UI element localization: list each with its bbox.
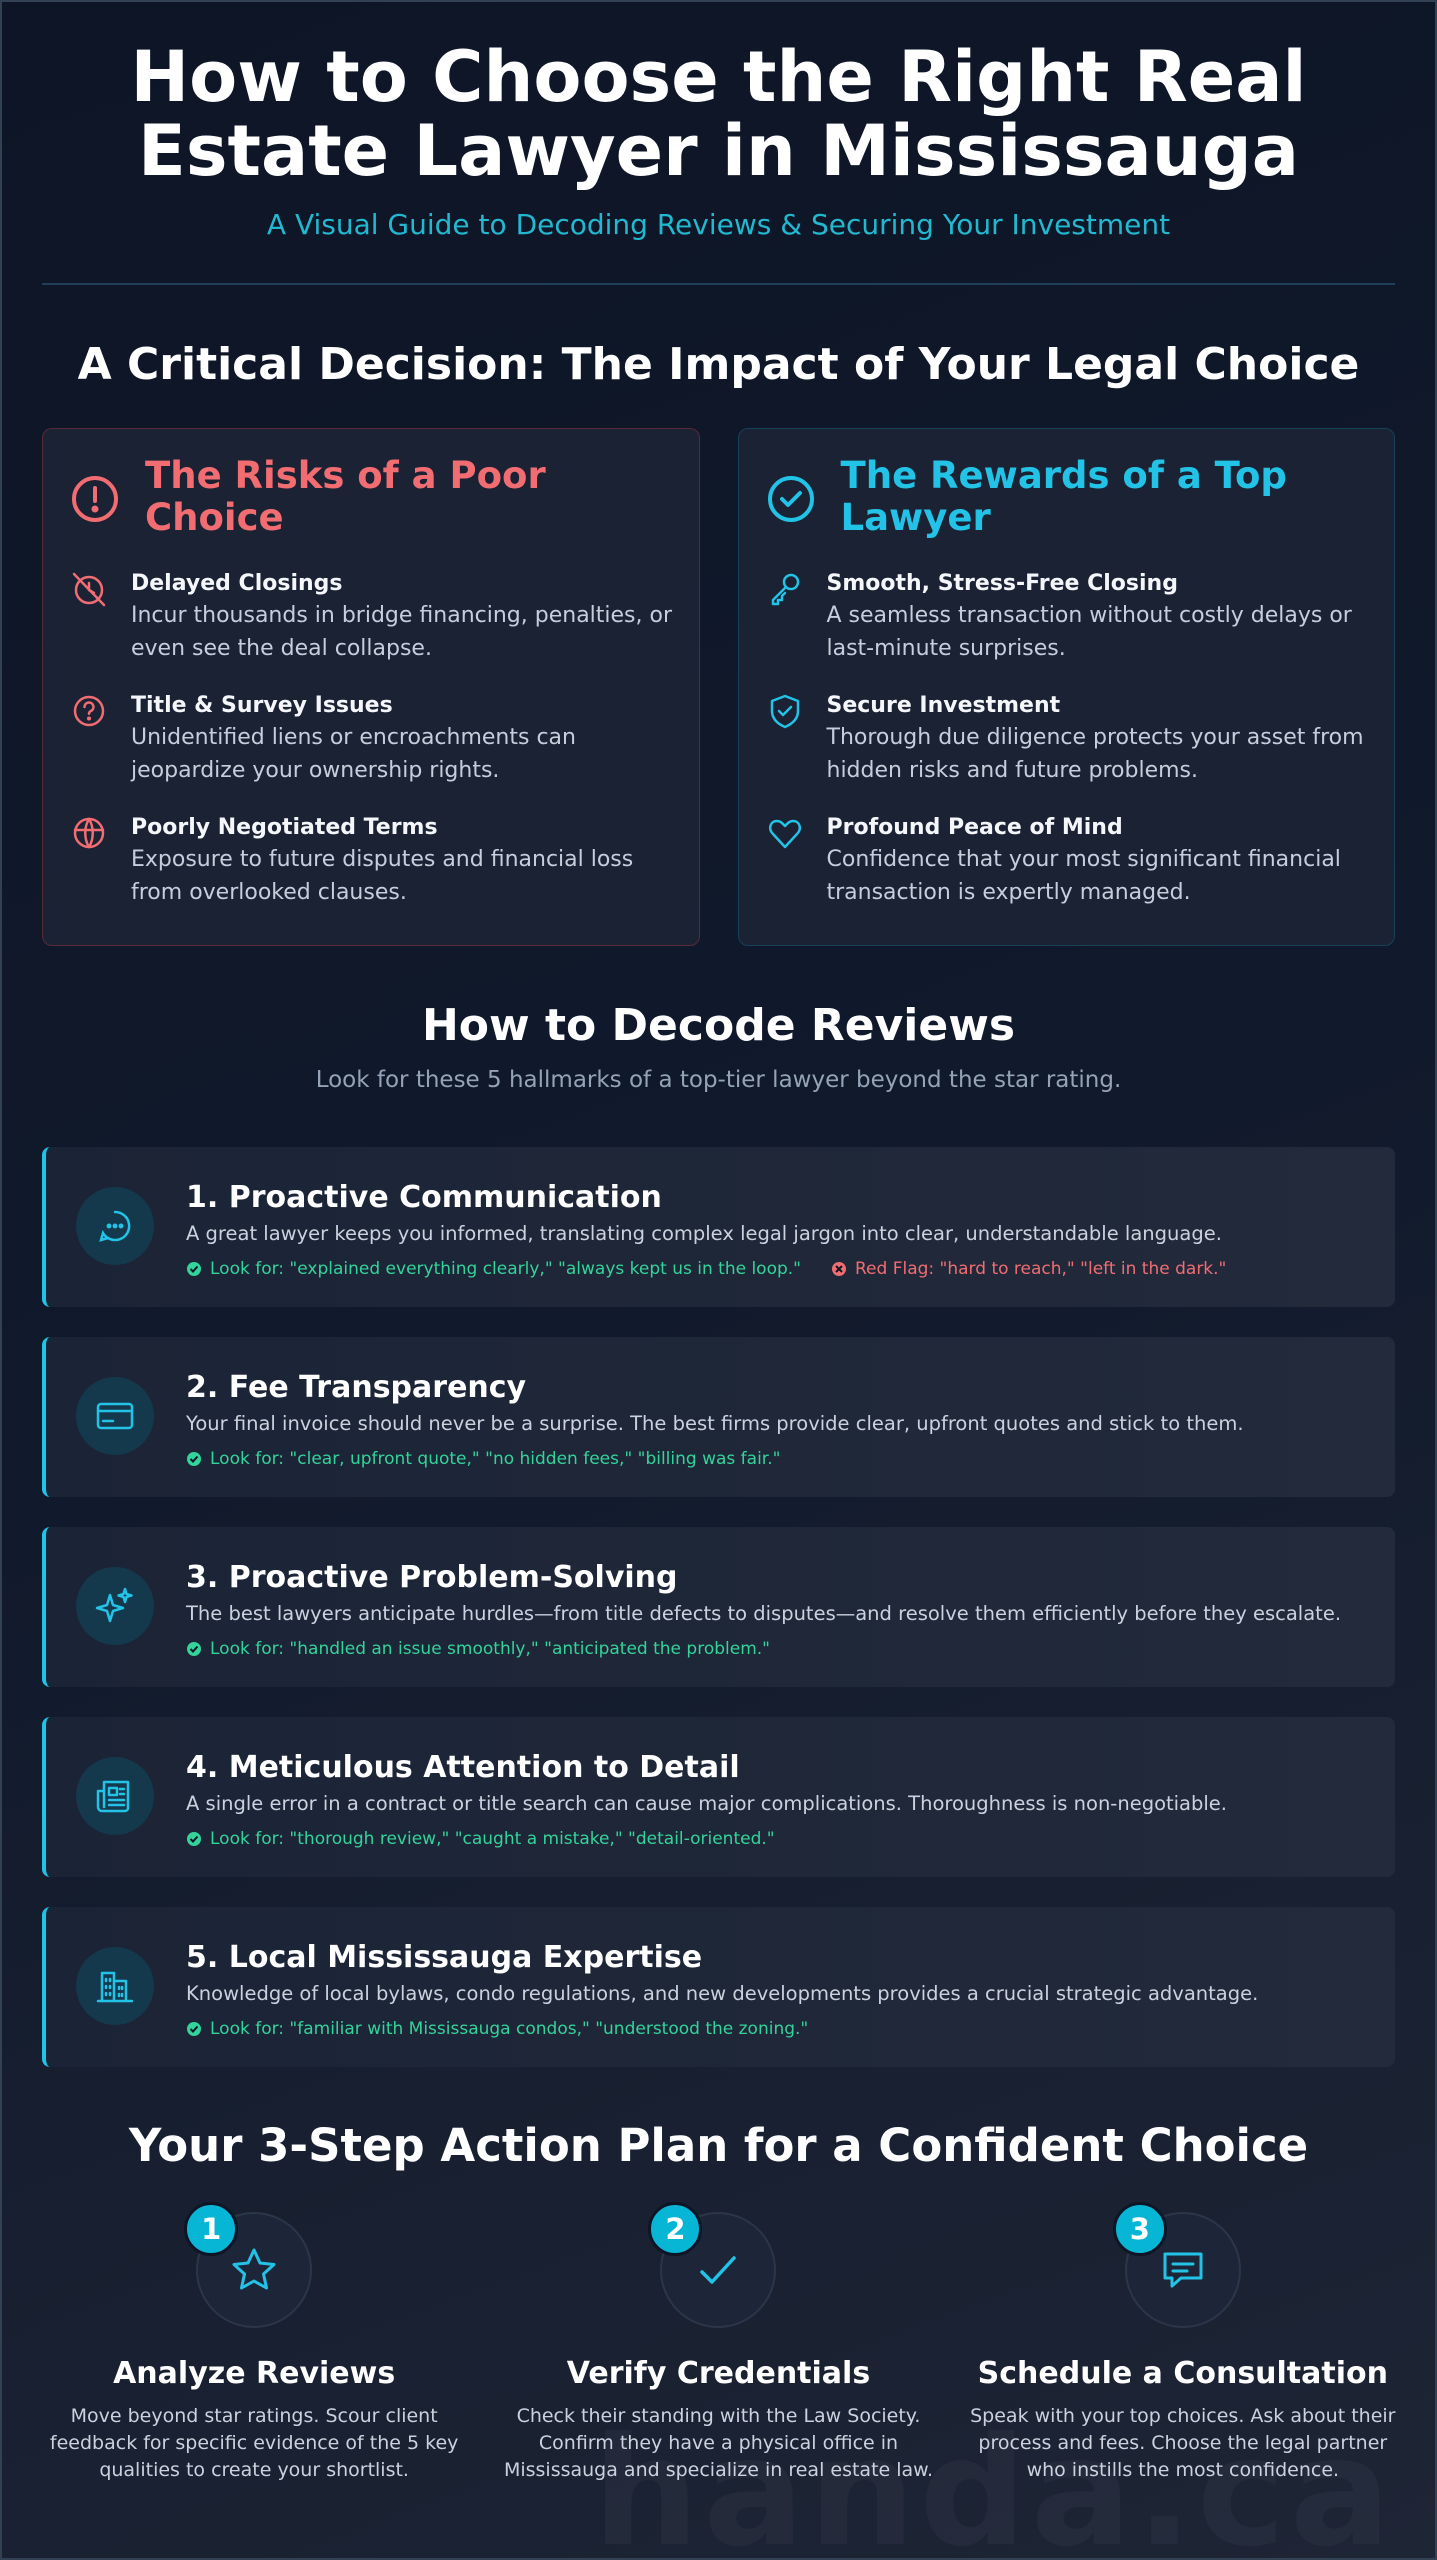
impact-comparison xyxy=(42,428,1395,946)
look-for-tag xyxy=(186,1829,775,1849)
hallmark-desc: Your final invoice should never be a surprise. The best firms provide clear, upfront quotes and stick to them. xyxy=(186,1412,1244,1435)
reward-item-desc: A seamless transaction without costly delays or last-minute surprises. xyxy=(826,603,1352,661)
hallmark-title: 4. Meticulous Attention to Detail xyxy=(186,1750,740,1785)
hallmark-desc: Knowledge of local bylaws, condo regulations, and new developments provides a crucial strategic advantage. xyxy=(186,1982,1259,2005)
action-step xyxy=(22,2212,486,2484)
hallmark-card xyxy=(42,1527,1395,1687)
step-number-badge: 2 xyxy=(648,2202,702,2256)
message-icon xyxy=(1157,2244,1209,2296)
risk-item-title: Title & Survey Issues xyxy=(131,693,393,718)
look-for-text: Look for: "explained everything clearly," "always kept us in the loop." xyxy=(210,1259,801,1279)
hallmark-title: 2. Fee Transparency xyxy=(186,1370,527,1405)
hallmark-icon-circle xyxy=(76,1187,154,1265)
decode-section-title: How to Decode Reviews xyxy=(421,1000,1016,1051)
alert-circle-icon xyxy=(69,473,121,525)
look-for-tag xyxy=(186,1259,801,1279)
header-divider xyxy=(42,283,1395,285)
risks-card xyxy=(42,428,700,946)
look-for-text: Look for: "handled an issue smoothly," "anticipated the problem." xyxy=(210,1639,770,1659)
star-icon xyxy=(228,2244,280,2296)
shield-check-icon xyxy=(765,691,805,731)
check-badge-icon xyxy=(186,2021,202,2037)
action-plan-title: Your 3-Step Action Plan for a Confident Choice xyxy=(128,2119,1309,2172)
hallmark-title: 1. Proactive Communication xyxy=(186,1180,662,1215)
risk-item xyxy=(69,813,673,909)
hallmark-desc: The best lawyers anticipate hurdles—from title defects to disputes—and resolve them efficiently before they escalate. xyxy=(186,1602,1342,1625)
risk-item-desc: Incur thousands in bridge financing, penalties, or even see the deal collapse. xyxy=(131,603,673,661)
page-subtitle: A Visual Guide to Decoding Reviews & Securing Your Investment xyxy=(266,208,1171,241)
globe-icon xyxy=(69,813,109,853)
reward-item-desc: Confidence that your most significant financial transaction is expertly managed. xyxy=(826,847,1341,905)
hallmark-card xyxy=(42,1147,1395,1307)
hallmark-card xyxy=(42,1717,1395,1877)
title-line-1: How to Choose the Right Real xyxy=(130,36,1307,118)
hallmark-card xyxy=(42,1337,1395,1497)
hallmark-icon-circle xyxy=(76,1757,154,1835)
look-for-text: Look for: "thorough review," "caught a mistake," "detail-oriented." xyxy=(210,1829,775,1849)
check-badge-icon xyxy=(186,1261,202,1277)
sparkles-icon xyxy=(94,1585,136,1627)
hallmark-title: 3. Proactive Problem-Solving xyxy=(186,1560,678,1595)
page-title xyxy=(2,2,1435,192)
step-desc: Speak with your top choices. Ask about their process and fees. Choose the legal partner who instills the most confidence. xyxy=(970,2405,1396,2481)
reward-item xyxy=(765,569,1369,665)
look-for-text: Look for: "familiar with Mississauga condos," "understood the zoning." xyxy=(210,2019,809,2039)
risk-item-title: Poorly Negotiated Terms xyxy=(131,815,438,840)
hallmark-icon-circle xyxy=(76,1947,154,2025)
step-title: Schedule a Consultation xyxy=(977,2356,1388,2391)
x-badge-icon xyxy=(831,1261,847,1277)
rewards-card xyxy=(738,428,1396,946)
reward-item xyxy=(765,813,1369,909)
risk-item-desc: Unidentified liens or encroachments can jeopardize your ownership rights. xyxy=(131,725,576,783)
hallmarks-list xyxy=(42,1147,1395,2067)
look-for-text: Look for: "clear, upfront quote," "no hidden fees," "billing was fair." xyxy=(210,1449,781,1469)
step-number-badge: 3 xyxy=(1113,2202,1167,2256)
risk-item xyxy=(69,569,673,665)
chat-bubble-icon xyxy=(95,1206,135,1246)
newspaper-icon xyxy=(94,1775,136,1817)
risk-item xyxy=(69,691,673,787)
red-flag-tag xyxy=(831,1259,1226,1279)
heart-icon xyxy=(765,813,805,853)
hallmark-icon-circle xyxy=(76,1377,154,1455)
reward-item-title: Smooth, Stress-Free Closing xyxy=(826,571,1178,596)
step-title: Analyze Reviews xyxy=(113,2356,396,2391)
impact-section-title: A Critical Decision: The Impact of Your Legal Choice xyxy=(77,339,1360,390)
reward-item-title: Profound Peace of Mind xyxy=(826,815,1123,840)
check-circle-icon xyxy=(765,473,817,525)
red-flag-text: Red Flag: "hard to reach," "left in the dark." xyxy=(855,1259,1227,1279)
hallmark-desc: A great lawyer keeps you informed, translating complex legal jargon into clear, understandable language. xyxy=(186,1222,1222,1245)
look-for-tag xyxy=(186,1639,770,1659)
reward-item-title: Secure Investment xyxy=(826,693,1061,718)
title-line-2: Estate Lawyer in Mississauga xyxy=(138,110,1299,192)
buildings-icon xyxy=(94,1965,136,2007)
check-badge-icon xyxy=(186,1831,202,1847)
question-circle-icon xyxy=(69,691,109,731)
hallmark-icon-circle xyxy=(76,1567,154,1645)
key-icon xyxy=(765,569,805,609)
reward-item xyxy=(765,691,1369,787)
risks-title: The Risks of a Poor Choice xyxy=(145,454,546,539)
step-title: Verify Credentials xyxy=(566,2356,871,2391)
rewards-title: The Rewards of a Top Lawyer xyxy=(840,454,1287,539)
clock-off-icon xyxy=(69,569,109,609)
check-badge-icon xyxy=(186,1451,202,1467)
hallmark-desc: A single error in a contract or title search can cause major complications. Thoroughness is non-negotiable. xyxy=(186,1792,1228,1815)
step-number-badge: 1 xyxy=(184,2202,238,2256)
look-for-tag xyxy=(186,2019,808,2039)
checkmark-icon xyxy=(692,2244,744,2296)
check-badge-icon xyxy=(186,1641,202,1657)
step-desc: Check their standing with the Law Society. Confirm they have a physical office in Mississauga and specialize in real estate law. xyxy=(503,2405,934,2481)
credit-card-icon xyxy=(94,1395,136,1437)
risk-item-title: Delayed Closings xyxy=(131,571,343,596)
look-for-tag xyxy=(186,1449,780,1469)
decode-section-subtitle: Look for these 5 hallmarks of a top-tier lawyer beyond the star rating. xyxy=(315,1067,1122,1093)
reward-item-desc: Thorough due diligence protects your asset from hidden risks and future problems. xyxy=(826,725,1364,783)
step-desc: Move beyond star ratings. Scour client feedback for specific evidence of the 5 key qualities to create your shortlist. xyxy=(49,2405,459,2481)
risk-item-desc: Exposure to future disputes and financial loss from overlooked clauses. xyxy=(131,847,634,905)
hallmark-title: 5. Local Mississauga Expertise xyxy=(186,1940,703,1975)
watermark xyxy=(592,2406,1395,2560)
hallmark-card xyxy=(42,1907,1395,2067)
